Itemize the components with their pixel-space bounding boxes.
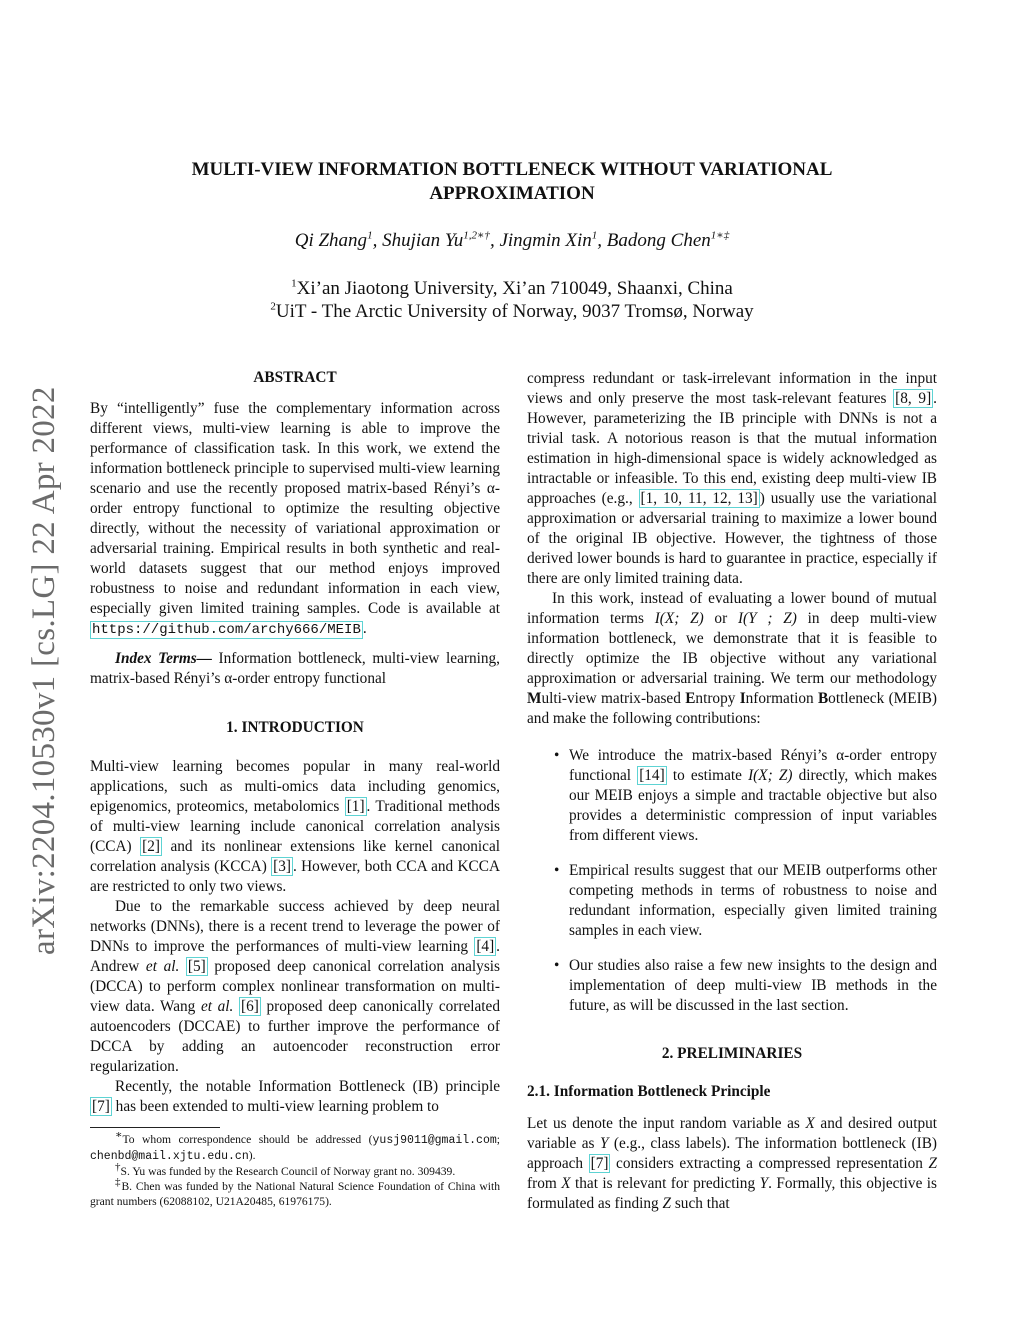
affiliation-2-text: UiT - The Arctic University of Norway, 9037 Tromsø, Norway [275, 301, 754, 322]
abstract-heading: ABSTRACT [253, 369, 337, 386]
right-paragraph-1: compress redundant or task-irrelevant information in the input views and only preserve the most task-relevant features [8, 9] . However, parameterizing the IB principle with DNNs is not a trivial task. A notorious reason is that the mutual information estimation in high-dimensional space is widely acknowledged as intractable or infeasible. To this end, existing deep multi-view IB approaches (e.g., [1, 10, 11, 12, 13] ) usually use the variational approximation or adversarial training to maximize a lower bound of the original IB objective. However, the tightness of those derived lower bounds is hard to guarantee in practice, especially if there are only limited training data. [527, 370, 937, 587]
right-paragraph-2: In this work, instead of evaluating a lower bound of mutual information terms I(X; Z) or I(Y ; Z) in deep multi-view information bottleneck, we demonstrate that it is feasible to directly optimize the IB objective without any variational approximation or adversarial training. We term our methodology Multi-view matrix-based Entropy Information Bottleneck (MEIB) and make the following contributions: [527, 590, 938, 727]
affiliation-2-mark: 2 [270, 300, 276, 313]
contribution-list [527, 746, 937, 1016]
right-paragraph-3: Let us denote the input random variable as X and desired output variable as Y (e.g., class labels). The information bottleneck (IB) approach [7] considers extracting a compressed representation Z from X that is relevant for predicting Y. Formally, this objective is formulated as finding Z such that [527, 1115, 938, 1212]
affiliation-1 [120, 278, 904, 300]
citation-1-13[interactable]: [1, 10, 11, 12, 13] [640, 490, 758, 507]
abstract-text: By “intelligently” fuse the complementary information across different views, multi-view learning is able to improve the performance of classification task. In this work, we extend the information bottleneck principle to supervised multi-view learning scenario and use the recently proposed matrix-based Rényi’s α-order entropy functional to optimize the resulting objective directly, without the necessity of variational approximation or adversarial training. Empirical results in both synthetic and real-world datasets suggest that our method enjoys improved robustness to noise and redundant information in each view, especially given limited training samples. Code is available at https://github.com/archy666/MEIB . [90, 400, 500, 638]
author-3: Jingmin Xin [499, 230, 592, 251]
left-column [90, 368, 500, 1209]
citation-8-9[interactable]: [8, 9] [895, 390, 932, 407]
author-2: Shujian Yu [382, 230, 464, 251]
intro-paragraph-3: Recently, the notable Information Bottleneck (IB) principle [7] has been extended to multi-view learning problem to [92, 1078, 500, 1115]
citation-6[interactable]: [6] [241, 998, 259, 1015]
footnote-rule [90, 1127, 220, 1128]
intro-paragraph-2: Due to the remarkable success achieved by deep neural networks (DNNs), there is a recent trend to leverage the power of DNNs to improve the performances of multi-view learning [4] . Andrew et al. [5] proposed deep canonical correlation analysis (DCCA) to perform complex nonlinear transformation on multi-view data. Wang et al. [6] proposed deep canonically correlated autoencoders (DCCAE) to further improve the performance of DCCA by adding an autoencoder reconstruction error regularization. [90, 898, 500, 1075]
code-url-link[interactable]: https://github.com/archy666/MEIB [92, 622, 361, 638]
intro-heading: 1. INTRODUCTION [226, 719, 364, 736]
email-1: yusj9011@gmail.com [372, 1134, 497, 1147]
citation-5[interactable]: [5] [187, 958, 206, 975]
citation-2[interactable]: [2] [142, 838, 160, 855]
arxiv-sidebar-stamp [18, 355, 68, 955]
index-terms: Index Terms— Information bottleneck, multi-view learning, matrix-based Rényi’s α-order entropy functional [90, 650, 500, 687]
citation-4[interactable]: [4] [476, 938, 495, 955]
author-list: Qi Zhang$^1$, Shujian $Yu^{1,2∗\dagger}$, Jingmin Xin$^1$, Badong Chen$^{1∗\ddagger}$ [294, 229, 730, 251]
arxiv-id: arXiv:2204.10530v1 [cs.LG] 22 Apr 2022 [26, 386, 62, 955]
author-1-mark: 1 [367, 229, 373, 242]
citation-3[interactable]: [3] [273, 858, 291, 875]
citation-14[interactable]: [14] [639, 767, 665, 784]
right-column [527, 369, 937, 1214]
contribution-item-2: • Empirical results suggest that our MEIB outperforms other competing methods in terms of robustness to noise and redundant information, especially given limited training samples in each view. [527, 861, 937, 941]
ib-principle-heading: 2.1. Information Bottleneck Principle [527, 1083, 771, 1100]
author-1: Qi Zhang [294, 230, 368, 251]
affiliation-1-mark: 1 [291, 277, 297, 290]
author-4: Badong Chen [606, 230, 711, 251]
author-3-mark: 1 [591, 229, 598, 242]
contribution-item-1: • We introduce the matrix-based Rényi’s α-order entropy functional [14] to estimate I(X; Z) directly, which makes our MEIB enjoys a simple and tractable objective but also provides a deterministic compression of input variables from different views. [527, 746, 937, 846]
affiliation-2 [120, 301, 904, 323]
math-iyz: I(Y ; Z) [737, 610, 797, 627]
index-terms-label: Index Terms— [115, 650, 212, 667]
author-4-mark: 1∗‡ [710, 229, 730, 242]
title-line-2: APPROXIMATION [429, 183, 595, 204]
footnote-1: ∗To whom correspondence should be addressed (yusj9011@gmail.com; chenbd@mail.xjtu.edu.cn). [90, 1129, 500, 1163]
math-ixz: I(X; Z) [654, 610, 704, 627]
citation-7b[interactable]: [7] [590, 1155, 609, 1172]
preliminaries-heading: 2. PRELIMINARIES [661, 1045, 803, 1062]
citation-1[interactable]: [1] [346, 798, 365, 815]
title-line-1: MULTI-VIEW INFORMATION BOTTLENECK WITHOUT VARIATIONAL [191, 159, 833, 180]
contribution-item-3: • Our studies also raise a few new insights to the design and implementation of deep multi-view IB methods in the future, as will be discussed in the last section. [527, 956, 937, 1016]
footnotes [90, 1127, 500, 1209]
email-2: chenbd@mail.xjtu.edu.cn [90, 1150, 249, 1163]
author-2-mark: 1,2∗† [463, 229, 490, 242]
intro-paragraph-1: Multi-view learning becomes popular in many real-world applications, such as multi-omics data including genomics, epigenomics, proteomics, metabolomics [1] . Traditional methods of multi-view learning include canonical correlation analysis (CCA) [2] and its nonlinear extensions like kernel canonical correlation analysis (KCCA) [3] . However, both CCA and KCCA are restricted to only two views. [90, 758, 500, 895]
footnote-3: ‡B. Chen was funded by the National Natural Science Foundation of China with grant numbers (62088102, U21A20485, 61976175). [90, 1176, 500, 1208]
citation-7[interactable]: [7] [92, 1098, 110, 1115]
footnote-2: †S. Yu was funded by the Research Council of Norway grant no. 309439. [115, 1161, 456, 1178]
affiliation-1-text: Xi’an Jiaotong University, Xi’an 710049, Shaanxi, China [296, 278, 733, 299]
paper-title [120, 158, 904, 206]
